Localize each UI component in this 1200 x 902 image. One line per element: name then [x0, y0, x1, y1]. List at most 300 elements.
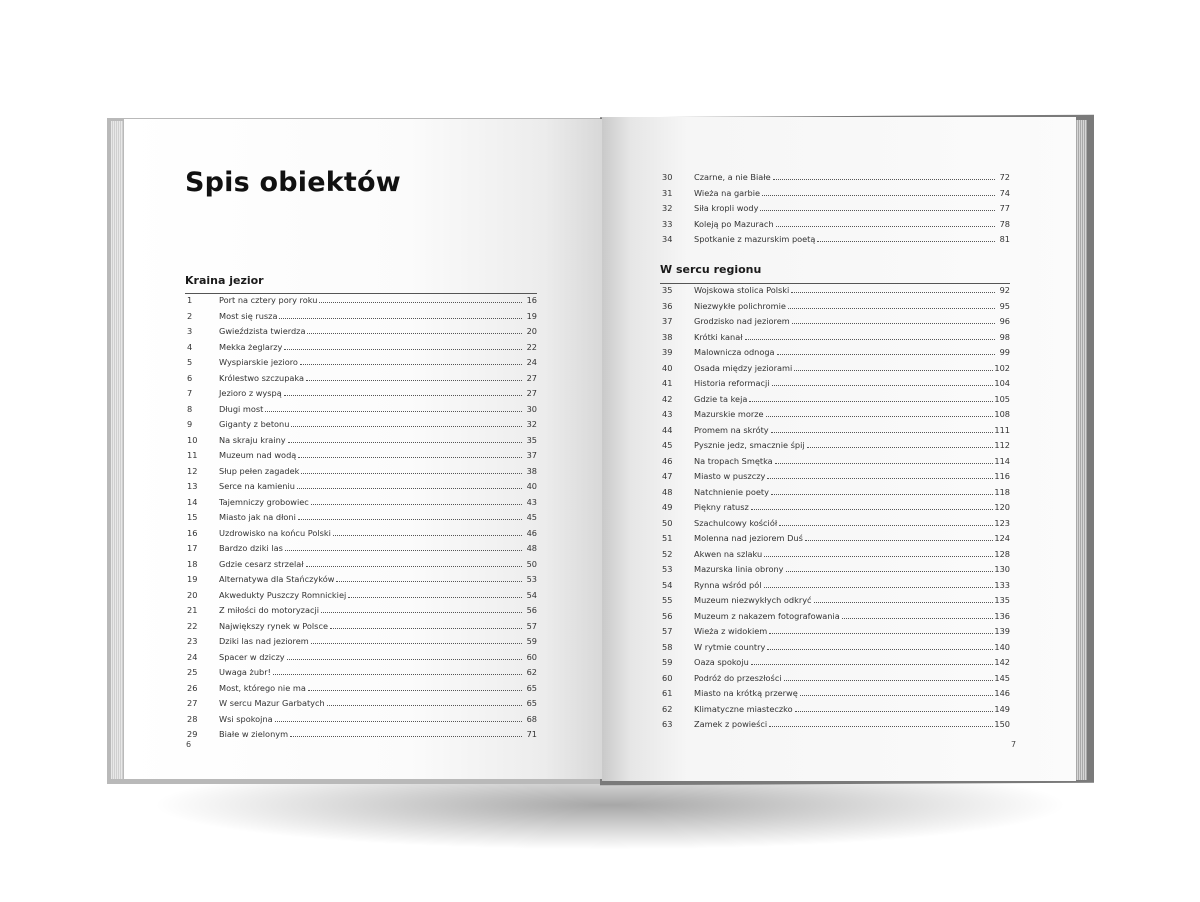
entry-title: Długi most: [219, 403, 264, 414]
dot-leader: [287, 659, 522, 660]
toc-entry: [187, 621, 537, 637]
entry-title: Spacer w dziczy: [219, 651, 285, 662]
entry-number: 43: [662, 409, 673, 419]
toc-list-left: [187, 295, 537, 745]
entry-title: Niezwykłe polichromie: [694, 300, 786, 311]
dot-leader: [749, 401, 993, 402]
entry-number: 46: [662, 455, 673, 466]
entry-title: Osada między jeziorami: [694, 362, 793, 373]
entry-page-number: 48: [526, 543, 537, 553]
entry-number: 10: [187, 434, 198, 445]
entry-number: 39: [662, 347, 673, 357]
toc-entry: [187, 512, 537, 528]
entry-number: 32: [662, 203, 673, 213]
entry-page-number: 128: [994, 548, 1010, 559]
entry-title: Krótki kanał: [694, 331, 743, 342]
entry-page-number: 116: [994, 471, 1010, 481]
dot-leader: [306, 566, 522, 567]
toc-entry: [187, 342, 537, 358]
dot-leader: [745, 339, 995, 340]
dot-leader: [275, 721, 522, 722]
right-page: [602, 117, 1076, 781]
dot-leader: [311, 504, 522, 505]
entry-title: Miasto na krótką przerwę: [694, 688, 798, 698]
entry-page-number: 135: [994, 595, 1010, 605]
entry-number: 4: [187, 341, 193, 352]
dot-leader: [773, 179, 995, 180]
toc-entry: [662, 595, 1010, 611]
entry-title: W rytmie country: [694, 641, 766, 652]
toc-entry: [662, 332, 1010, 348]
dot-leader: [779, 525, 993, 526]
entry-number: 13: [187, 481, 198, 491]
entry-page-number: 120: [994, 502, 1010, 512]
toc-entry: [662, 533, 1010, 549]
toc-entry: [662, 440, 1010, 456]
toc-entry: [187, 311, 537, 327]
dot-leader: [321, 612, 522, 613]
dot-leader: [290, 736, 522, 737]
page-title: Spis obiektów: [185, 167, 401, 198]
entry-title: Oaza spokoju: [694, 657, 749, 667]
toc-entry: [662, 471, 1010, 487]
dot-leader: [327, 705, 522, 706]
dot-leader: [284, 395, 522, 396]
entry-number: 58: [662, 641, 673, 652]
dot-leader: [842, 618, 994, 619]
dot-leader: [795, 711, 994, 712]
toc-entry: [662, 580, 1010, 596]
toc-entry: [187, 605, 537, 621]
entry-page-number: 92: [999, 285, 1010, 295]
entry-number: 27: [187, 698, 198, 708]
entry-page-number: 105: [994, 393, 1010, 404]
entry-page-number: 145: [994, 672, 1010, 683]
entry-number: 49: [662, 502, 673, 512]
entry-title: Bardzo dziki las: [219, 543, 283, 553]
entry-number: 17: [187, 543, 198, 553]
entry-title: Grodzisko nad jeziorem: [694, 316, 790, 326]
dot-leader: [751, 664, 994, 665]
toc-list-right-top: [662, 172, 1010, 250]
entry-number: 41: [662, 378, 673, 388]
entry-title: Wyspiarskie jezioro: [219, 357, 298, 367]
entry-title: Siła kropli wody: [694, 203, 759, 213]
entry-number: 34: [662, 234, 673, 244]
entry-number: 28: [187, 713, 198, 724]
entry-number: 5: [187, 357, 193, 367]
entry-page-number: 27: [526, 388, 537, 398]
entry-title: Piękny ratusz: [694, 502, 749, 512]
dot-leader: [300, 364, 522, 365]
entry-page-number: 53: [526, 574, 537, 584]
toc-entry: [187, 543, 537, 559]
toc-entry: [662, 704, 1010, 720]
entry-number: 61: [662, 688, 673, 698]
entry-number: 15: [187, 512, 198, 522]
dot-leader: [817, 241, 995, 242]
entry-title: Muzeum nad wodą: [219, 450, 297, 460]
entry-title: Wojskowa stolica Polski: [694, 285, 790, 295]
entry-title: Spotkanie z mazurskim poetą: [694, 234, 816, 244]
toc-entry: [187, 373, 537, 389]
page-number-right: 7: [1011, 740, 1017, 749]
entry-page-number: 30: [526, 403, 537, 414]
entry-number: 33: [662, 218, 673, 229]
dot-leader: [814, 602, 994, 603]
dot-leader: [771, 432, 994, 433]
dot-leader: [311, 643, 522, 644]
entry-title: Muzeum niezwykłych odkryć: [694, 595, 812, 605]
entry-number: 48: [662, 486, 673, 497]
entry-number: 9: [187, 419, 193, 429]
entry-page-number: 114: [994, 455, 1010, 466]
entry-number: 57: [662, 626, 673, 636]
entry-number: 11: [187, 450, 198, 460]
entry-page-number: 96: [999, 316, 1010, 326]
section-title-kraina-jezior: Kraina jezior: [185, 274, 264, 287]
entry-title: Giganty z betonu: [219, 419, 290, 429]
dot-leader: [279, 318, 522, 319]
entry-page-number: 38: [526, 465, 537, 476]
entry-number: 12: [187, 465, 198, 476]
toc-entry: [662, 518, 1010, 534]
toc-entry: [662, 456, 1010, 472]
dot-leader: [273, 674, 522, 675]
dot-leader: [285, 550, 522, 551]
entry-page-number: 24: [526, 357, 537, 367]
entry-page-number: 68: [526, 713, 537, 724]
toc-entry: [187, 388, 537, 404]
entry-page-number: 37: [526, 450, 537, 460]
entry-page-number: 57: [526, 620, 537, 631]
toc-entry: [187, 559, 537, 575]
entry-title: Czarne, a nie Białe: [694, 172, 771, 182]
dot-leader: [792, 323, 995, 324]
entry-number: 60: [662, 672, 673, 683]
toc-entry: [662, 487, 1010, 503]
section-title-w-sercu-regionu: W sercu regionu: [660, 263, 762, 276]
entry-page-number: 72: [999, 172, 1010, 182]
entry-number: 23: [187, 636, 198, 646]
entry-title: Klimatyczne miasteczko: [694, 703, 793, 714]
toc-entry: [662, 394, 1010, 410]
entry-title: Z miłości do motoryzacji: [219, 605, 320, 615]
toc-entry: [662, 316, 1010, 332]
entry-title: Muzeum z nakazem fotografowania: [694, 610, 840, 621]
entry-title: Serce na kamieniu: [219, 481, 295, 491]
dot-leader: [777, 354, 995, 355]
dot-leader: [794, 370, 993, 371]
entry-number: 40: [662, 362, 673, 373]
entry-number: 59: [662, 657, 673, 667]
entry-title: Wieża na garbie: [694, 187, 761, 198]
entry-title: Molenna nad jeziorem Duś: [694, 533, 803, 543]
entry-page-number: 118: [994, 486, 1010, 497]
entry-number: 54: [662, 579, 673, 590]
dot-leader: [762, 195, 995, 196]
entry-page-number: 130: [994, 564, 1010, 574]
entry-title: Wieża z widokiem: [694, 626, 768, 636]
entry-number: 21: [187, 605, 198, 615]
entry-number: 53: [662, 564, 673, 574]
entry-title: Alternatywa dla Stańczyków: [219, 574, 335, 584]
entry-page-number: 59: [526, 636, 537, 646]
entry-page-number: 45: [526, 512, 537, 522]
entry-title: Gwieździsta twierdza: [219, 326, 306, 336]
toc-entry: [187, 497, 537, 513]
dot-leader: [297, 488, 522, 489]
entry-title: Gdzie cesarz strzelał: [219, 558, 304, 569]
dot-leader: [776, 226, 995, 227]
dot-leader: [306, 380, 522, 381]
toc-entry: [187, 528, 537, 544]
entry-title: Największy rynek w Polsce: [219, 620, 328, 631]
entry-page-number: 78: [999, 218, 1010, 229]
page-edges-right: [1075, 120, 1087, 780]
entry-title: Mekka żeglarzy: [219, 341, 283, 352]
toc-entry: [662, 378, 1010, 394]
entry-title: Akwedukty Puszczy Romnickiej: [219, 589, 347, 600]
entry-page-number: 40: [526, 481, 537, 491]
dot-leader: [767, 649, 993, 650]
entry-page-number: 150: [994, 719, 1010, 729]
toc-entry: [662, 347, 1010, 363]
entry-page-number: 139: [994, 626, 1010, 636]
entry-page-number: 46: [526, 527, 537, 538]
entry-title: Mazurskie morze: [694, 409, 764, 419]
entry-title: Na skraju krainy: [219, 434, 286, 445]
entry-title: Rynna wśród pól: [694, 579, 762, 590]
toc-entry: [187, 295, 537, 311]
dot-leader: [288, 442, 522, 443]
entry-page-number: 124: [994, 533, 1010, 543]
entry-number: 55: [662, 595, 673, 605]
entry-page-number: 35: [526, 434, 537, 445]
entry-title: Miasto w puszczy: [694, 471, 766, 481]
entry-number: 31: [662, 187, 673, 198]
entry-number: 56: [662, 610, 673, 621]
entry-number: 14: [187, 496, 198, 507]
entry-title: W sercu Mazur Garbatych: [219, 698, 325, 708]
dot-leader: [807, 447, 994, 448]
toc-entry: [662, 549, 1010, 565]
toc-entry: [187, 590, 537, 606]
dot-leader: [308, 690, 522, 691]
entry-page-number: 108: [994, 409, 1010, 419]
section-rule: [185, 293, 537, 294]
left-page: [124, 119, 602, 779]
dot-leader: [766, 416, 994, 417]
entry-page-number: 43: [526, 496, 537, 507]
entry-title: Wsi spokojna: [219, 713, 273, 724]
entry-number: 8: [187, 403, 193, 414]
dot-leader: [284, 349, 522, 350]
entry-title: Mazurska linia obrony: [694, 564, 784, 574]
toc-entry: [662, 502, 1010, 518]
entry-page-number: 60: [526, 651, 537, 662]
dot-leader: [786, 571, 994, 572]
toc-list-right: [662, 285, 1010, 735]
entry-page-number: 32: [526, 419, 537, 429]
entry-page-number: 50: [526, 558, 537, 569]
dot-leader: [788, 308, 995, 309]
entry-title: Most się rusza: [219, 310, 278, 321]
dot-leader: [333, 535, 522, 536]
toc-entry: [662, 203, 1010, 219]
dot-leader: [764, 587, 994, 588]
toc-entry: [662, 673, 1010, 689]
dot-leader: [771, 494, 993, 495]
toc-entry: [662, 172, 1010, 188]
entry-page-number: 54: [526, 589, 537, 600]
toc-entry: [187, 729, 537, 745]
entry-number: 24: [187, 651, 198, 662]
entry-page-number: 140: [994, 641, 1010, 652]
dot-leader: [800, 695, 994, 696]
entry-title: Gdzie ta keja: [694, 393, 748, 404]
entry-page-number: 111: [994, 424, 1010, 435]
entry-number: 62: [662, 703, 673, 714]
entry-page-number: 19: [526, 310, 537, 321]
toc-entry: [187, 698, 537, 714]
toc-entry: [662, 234, 1010, 250]
entry-page-number: 81: [999, 234, 1010, 244]
toc-entry: [187, 466, 537, 482]
entry-page-number: 95: [999, 300, 1010, 311]
toc-entry: [187, 667, 537, 683]
entry-number: 44: [662, 424, 673, 435]
dot-leader: [764, 556, 993, 557]
toc-entry: [187, 419, 537, 435]
dot-leader: [805, 540, 994, 541]
entry-title: Królestwo szczupaka: [219, 372, 305, 383]
entry-title: Historia reformacji: [694, 378, 770, 388]
entry-number: 51: [662, 533, 673, 543]
entry-title: Promem na skróty: [694, 424, 769, 435]
entry-page-number: 22: [526, 341, 537, 352]
entry-number: 18: [187, 558, 198, 569]
toc-entry: [662, 409, 1010, 425]
page-edges-left: [111, 121, 123, 779]
entry-title: Uzdrowisko na końcu Polski: [219, 527, 331, 538]
entry-title: Miasto jak na dłoni: [219, 512, 296, 522]
entry-page-number: 133: [994, 579, 1010, 590]
entry-page-number: 98: [999, 331, 1010, 342]
entry-page-number: 65: [526, 682, 537, 693]
dot-leader: [298, 457, 522, 458]
entry-number: 52: [662, 548, 673, 559]
entry-page-number: 16: [526, 295, 537, 305]
dot-leader: [767, 478, 993, 479]
entry-page-number: 27: [526, 372, 537, 383]
dot-leader: [265, 411, 522, 412]
toc-entry: [662, 642, 1010, 658]
entry-number: 50: [662, 517, 673, 528]
toc-entry: [662, 657, 1010, 673]
dot-leader: [291, 426, 522, 427]
dot-leader: [784, 680, 994, 681]
toc-entry: [662, 363, 1010, 379]
toc-entry: [187, 652, 537, 668]
entry-title: Most, którego nie ma: [219, 682, 306, 693]
entry-page-number: 20: [526, 326, 537, 336]
entry-page-number: 142: [994, 657, 1010, 667]
dot-leader: [791, 292, 995, 293]
entry-title: Koleją po Mazurach: [694, 218, 774, 229]
entry-title: Szachulcowy kościół: [694, 517, 778, 528]
toc-entry: [662, 219, 1010, 235]
section-rule: [660, 283, 1010, 284]
entry-title: Malownicza odnoga: [694, 347, 775, 357]
entry-page-number: 102: [994, 362, 1010, 373]
entry-number: 26: [187, 682, 198, 693]
entry-title: Natchnienie poety: [694, 486, 769, 497]
entry-number: 42: [662, 393, 673, 404]
entry-number: 25: [187, 667, 198, 677]
entry-page-number: 112: [994, 440, 1010, 450]
entry-number: 36: [662, 300, 673, 311]
dot-leader: [769, 726, 993, 727]
dot-leader: [307, 333, 522, 334]
toc-entry: [187, 404, 537, 420]
entry-page-number: 62: [526, 667, 537, 677]
toc-entry: [662, 301, 1010, 317]
toc-entry: [187, 450, 537, 466]
entry-number: 38: [662, 331, 673, 342]
dot-leader: [301, 473, 522, 474]
toc-entry: [187, 714, 537, 730]
entry-number: 19: [187, 574, 198, 584]
entry-number: 29: [187, 729, 198, 739]
dot-leader: [760, 210, 995, 211]
entry-title: Pysznie jedz, smacznie śpij: [694, 440, 805, 450]
dot-leader: [751, 509, 994, 510]
toc-entry: [662, 626, 1010, 642]
entry-page-number: 65: [526, 698, 537, 708]
entry-title: Uwaga żubr!: [219, 667, 271, 677]
entry-number: 6: [187, 372, 193, 383]
entry-page-number: 123: [994, 517, 1010, 528]
entry-page-number: 149: [994, 703, 1010, 714]
entry-number: 35: [662, 285, 673, 295]
entry-title: Białe w zielonym: [219, 729, 289, 739]
entry-number: 45: [662, 440, 673, 450]
entry-title: Jezioro z wyspą: [219, 388, 282, 398]
entry-title: Zamek z powieści: [694, 719, 768, 729]
entry-page-number: 56: [526, 605, 537, 615]
dot-leader: [775, 463, 994, 464]
toc-entry: [662, 564, 1010, 580]
entry-title: Port na cztery pory roku: [219, 295, 318, 305]
entry-title: Tajemniczy grobowiec: [219, 496, 309, 507]
entry-title: Dziki las nad jeziorem: [219, 636, 309, 646]
toc-entry: [187, 574, 537, 590]
dot-leader: [336, 581, 522, 582]
page-number-left: 6: [186, 740, 192, 749]
toc-entry: [662, 285, 1010, 301]
entry-number: 30: [662, 172, 673, 182]
toc-entry: [187, 357, 537, 373]
entry-number: 7: [187, 388, 193, 398]
toc-entry: [662, 188, 1010, 204]
entry-title: Na tropach Smętka: [694, 455, 773, 466]
toc-entry: [187, 481, 537, 497]
entry-page-number: 99: [999, 347, 1010, 357]
dot-leader: [348, 597, 522, 598]
entry-page-number: 74: [999, 187, 1010, 198]
entry-title: Podróż do przeszłości: [694, 672, 782, 683]
